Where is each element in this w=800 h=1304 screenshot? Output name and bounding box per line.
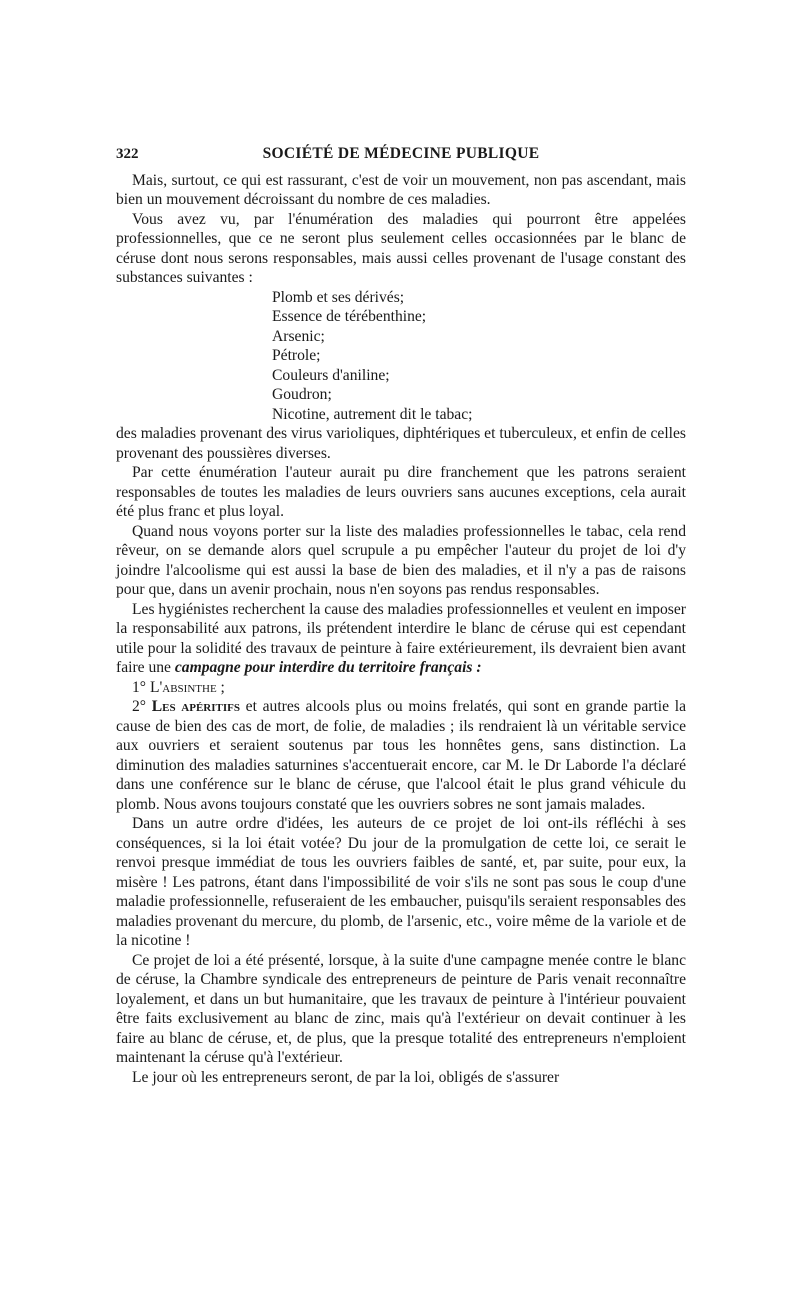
paragraph-1: Mais, surtout, ce qui est rassurant, c'est de voir un mouvement, non pas ascendant, mais bien un mouvement décroissant du nombre de ces maladies. — [116, 171, 686, 208]
item-2-number: 2° — [132, 698, 152, 715]
paragraph-6: Dans un autre ordre d'idées, les auteurs de ce projet de loi ont-ils réfléchi à ses conséquences, si la loi était votée? Du jour de la promulgation de cette loi, ce serait le renvoi presque immédiat de tous les ouvriers faibles de santé, et, par suite, pour eux, la misère ! Les patrons, étant dans l'impossibilité de voir s'ils ne sont pas sous le coup d'une maladie professionnelle, refuseraient de les embaucher, puisqu'ils seraient responsables des maladies provenant du mercure, du plomb, de l'arsenic, etc., voire même de la variole et de la nicotine ! — [116, 815, 686, 949]
item-2 — [116, 697, 686, 814]
item-2-label: Les apéritifs — [151, 698, 240, 715]
page-number: 322 — [116, 146, 139, 162]
list-item: Arsenic; — [272, 327, 325, 345]
running-title: SOCIÉTÉ DE MÉDECINE PUBLIQUE — [262, 145, 540, 162]
item-1-number: 1° — [132, 678, 150, 696]
paragraph-4: Quand nous voyons porter sur la liste des maladies professionnelles le tabac, cela rend rêveur, on se demande alors quel scrupule a pu empêcher l'auteur du projet de loi d'y joindre l'alcoolisme qui est aussi la base de bien des maladies, et il n'y a pas de raisons pour que, dans un avenir prochain, nous n'en soyons pas rendus responsables. — [116, 522, 686, 598]
paragraph-3: Par cette énumération l'auteur aurait pu dire franchement que les patrons seraient responsables de toutes les maladies de leurs ouvriers sans aucunes exceptions, cela aurait été plus franc et plus loyal. — [116, 464, 686, 520]
list-item: Nicotine, autrement dit le tabac; — [272, 405, 473, 423]
item-1 — [116, 678, 686, 698]
paragraph-5 — [116, 600, 686, 678]
list-item: Essence de térébenthine; — [272, 308, 427, 325]
paragraph-8: Le jour où les entrepreneurs seront, de par la loi, obligés de s'assurer — [132, 1068, 560, 1086]
paragraph-5-emphasis: campagne pour interdire du territoire français : — [174, 659, 482, 676]
list-item: Plomb et ses dérivés; — [272, 288, 405, 306]
item-1-label: L'absinthe ; — [149, 678, 225, 696]
list-item: Goudron; — [272, 386, 332, 403]
substance-list — [272, 288, 686, 425]
paragraph-5-text: Les hygiénistes recherchent la cause des maladies professionnelles et veulent en imposer la responsabilité aux patrons, ils prétendent interdire le blanc de céruse qui est cependant utile pour la solidité des travaux de peinture à faire extérieurement, ils devraient bien avant faire une — [116, 600, 686, 676]
paragraph-after-list: des maladies provenant des virus varioliques, diphtériques et tuberculeux, et enfin de celles provenant des poussières diverses. — [116, 425, 686, 462]
book-page — [116, 144, 686, 1087]
paragraph-2: Vous avez vu, par l'énumération des maladies qui pourront être appelées professionnelles, que ce ne seront plus seulement celles occasionnées par le blanc de céruse dont nous serons responsables, mais aussi celles provenant de l'usage constant des substances suivantes : — [116, 210, 686, 286]
item-2-text: et autres alcools plus ou moins frelatés, qui sont en grande partie la cause de bien des cas de mort, de folie, de maladies ; ils rendraient là un véritable service aux ouvriers et seraient soutenus par tous les honnêtes gens, sans distinction. La diminution des maladies saturnines s'accentuerait encore, car M. le Dr Laborde l'a déclaré dans une conférence sur le blanc de céruse, que l'alcool était le plus grand véhicule du plomb. Nous avons toujours constaté que les ouvriers sobres ne sont jamais malades. — [116, 698, 686, 813]
page-header — [116, 144, 686, 165]
list-item: Couleurs d'aniline; — [272, 366, 390, 384]
paragraph-7: Ce projet de loi a été présenté, lorsque, à la suite d'une campagne menée contre le blanc de céruse, la Chambre syndicale des entrepreneurs de peinture de Paris venait reconnaître loyalement, et dans un but humanitaire, que les travaux de peinture à l'intérieur pouvaient être faits exclusivement au blanc de zinc, mais qu'à l'extérieur on devait continuer à les faire au blanc de céruse, et, de plus, que la presque totalité des entrepreneurs n'emploient maintenant la céruse qu'à l'extérieur. — [116, 951, 686, 1066]
list-item: Pétrole; — [272, 347, 321, 364]
